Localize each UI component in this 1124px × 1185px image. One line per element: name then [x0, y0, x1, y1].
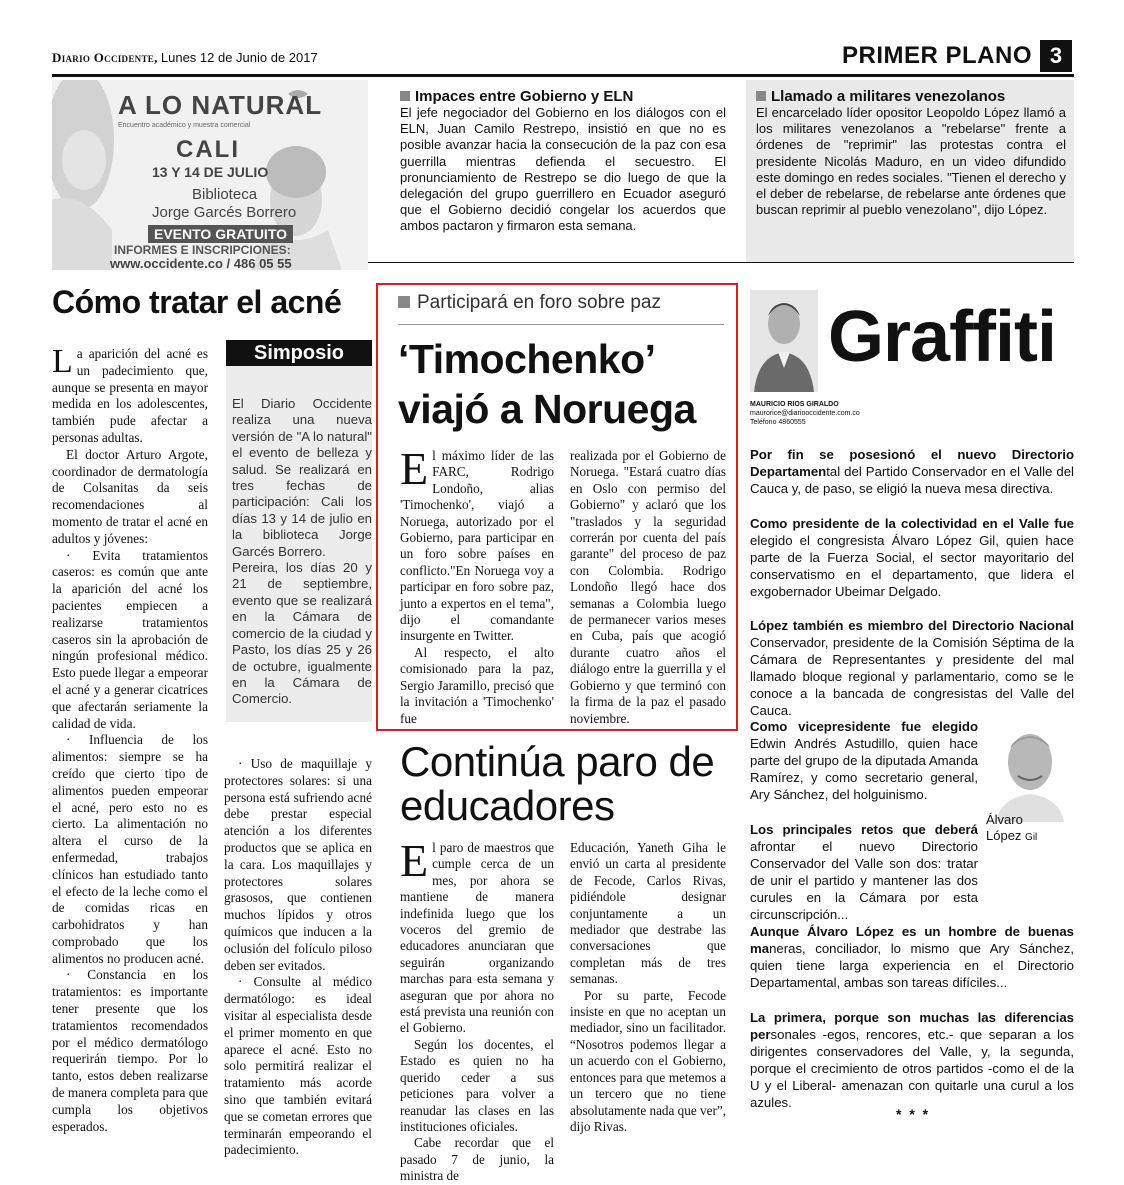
paro-column-1	[400, 835, 554, 1185]
graffiti-item-lead: La primera, porque son muchas las diferencias per	[750, 1010, 1074, 1042]
acne-dropcap: L	[52, 343, 73, 380]
acne-column-2	[224, 756, 372, 1159]
brief-eln-title: Impaces entre Gobierno y ELN	[400, 88, 726, 105]
graffiti-item	[750, 515, 1074, 600]
ad-free-badge: EVENTO GRATUITO	[148, 225, 293, 243]
paro-paragraph: Según los docentes, el Estado es quien no ha querido ceder a sus peticiones para volver a reanudar las clases en las instituciones oficiales.	[400, 1036, 554, 1134]
graffiti-item-text: elegido el congresista Álvaro López Gil, quien hace parte de la Fuerza Social, el sector mayoritario del conservatismo en el departamento, que lidera el exgobernador Ubeimar Delgado.	[750, 533, 1074, 599]
event-advertisement	[52, 80, 368, 270]
ad-venue-line2: Jorge Garcés Borrero	[152, 204, 297, 221]
politician-photo-caption	[986, 812, 1037, 846]
timochenko-paragraph: l máximo líder de las FARC, Rodrigo Londoño, alias 'Timochenko', viajó a Noruega, autorizado por el Gobierno, para participar en un foro sobre países en conflicto."En Noruega voy a participar en foro sobre paz, junto a expertos en el tema", dijo el comandante insurgente en Twitter.	[400, 448, 554, 644]
acne-column-1	[52, 343, 208, 1135]
graffiti-item-lead: López también es miembro del Directorio Nacional	[750, 618, 1074, 633]
acne-paragraph: · Uso de maquillaje y protectores solares: si una persona está sufriendo acné debe prestar especial atención a los diferentes productos que se aplica en la cara. Los maquillajes y protectores solares grasosos, que contienen muchos lípidos y otros químicos que inducen a la oclusión del folículo piloso deben ser evitados.	[224, 756, 372, 973]
kicker-rule	[398, 324, 724, 325]
caption-extra-name: Gil	[1025, 832, 1038, 843]
acne-paragraph: a aparición del acné es un padecimiento que, aunque se presenta en mayor medida en los adolescentes, también pude afectar a personas adultas.	[52, 346, 208, 445]
acne-paragraph: · Evita tratamientos caseros: es común que ante la aparición del acné los pacientes empiecen a realizarse tratamientos caseros sin la aprobación de ningún profesional médico. Esto puede llegar a empeorar el acné y a generar cicatrices que afectarán seriamente la calidad de vida.	[52, 547, 208, 731]
columnist-email[interactable]: maurorice@diariooccidente.com.co	[750, 410, 860, 417]
simposio-heading: Simposio	[226, 340, 372, 366]
section-title: PRIMER PLANO	[841, 42, 1032, 69]
politician-portrait-image	[986, 718, 1074, 822]
acne-headline: Cómo tratar el acné	[52, 284, 342, 320]
timochenko-paragraph: Al respecto, el alto comisionado para la paz, Sergio Jaramillo, precisó que la invitación a 'Timochenko' fue	[400, 644, 554, 726]
ad-info-label: INFORMES E INSCRIPCIONES:	[114, 243, 291, 257]
paro-dropcap: E	[400, 835, 429, 886]
issue-date: Lunes 12 de Junio de 2017	[160, 50, 318, 65]
caption-first-name: Álvaro	[986, 812, 1023, 827]
graffiti-item-text: tal del Partido Conservador en el Valle del Cauca y, de paso, se eligió la nueva mesa directiva.	[750, 464, 1074, 496]
graffiti-item-lead: Aunque Álvaro López es un hombre de buenas ma	[750, 924, 1074, 956]
paro-headline: Continúa paro de educadores	[400, 738, 715, 829]
graffiti-item	[750, 923, 1074, 991]
paro-column-2	[570, 840, 726, 1135]
columnist-phone: Teléfono 4860555	[750, 419, 806, 426]
brief-venezuela-title: Llamado a militares venezolanos	[756, 88, 1066, 105]
columnist-byline	[750, 400, 860, 427]
paro-paragraph: l paro de maestros que cumple cerca de un mes, por ahora se mantiene de manera indefinida luego que los voceros del gremio de educadores anunciaran que seguirán organizando marchas para esta semana y aseguran que por ahora no está prevista una reunión con el Gobierno.	[400, 840, 554, 1036]
columnist-portrait-image	[750, 290, 818, 392]
ad-website-link[interactable]: www.occidente.co / 486 05 55	[110, 256, 292, 270]
acne-paragraph: · Consulte al médico dermatólogo: es ideal visitar al especialista desde el primer momento en que aparece el acné. Esto no solo permitirá realizar el tratamiento más acorde sino que también evitará que se cometan errores que terminarán empeorando el padecimiento.	[224, 974, 372, 1158]
simposio-paragraph: Pereira, los días 20 y 21 de septiembre, evento que se realizará en la Cámara de comercio de la ciudad y Pasto, los días 25 y 26 de octubre, igualmente en la Cámara de Comercio.	[232, 560, 372, 707]
timochenko-paragraph: realizada por el Gobierno de Noruega. "Estará cuatro días en Oslo con permiso del Gobierno" y aclaró que los "traslados y la seguridad correrán por cuenta del país garante" del proceso de paz con Colombia. Rodrigo Londoño llegó hace dos semanas a Colombia luego de permanecer varios meses en Cuba, país que acogió durante cuatro años el diálogo entre la guerrilla y el Gobierno y que terminó con la firma de la paz el pasado noviembre.	[570, 448, 726, 726]
columnist-name: MAURICIO RIOS GIRALDO	[750, 401, 839, 408]
caption-last-name: López	[986, 828, 1022, 843]
ad-title: A LO NATURAL	[118, 90, 323, 120]
graffiti-item	[750, 821, 978, 923]
simposio-paragraph: El Diario Occidente realiza una nueva versión de "A lo natural" el evento de belleza y salud. Se realizará en tres fechas de participación: Cali los días 13 y 14 de julio en la biblioteca Jorge Garcés Borrero.	[232, 396, 372, 559]
graffiti-item	[750, 1009, 1074, 1111]
politician-photo	[986, 718, 1074, 822]
graffiti-item-text: Edwin Andrés Astudillo, quien hace parte del grupo de la diputada Amanda Ramírez, y como secretario general, Ary Sánchez, del holguinismo.	[750, 736, 978, 802]
brief-venezuela	[756, 88, 1066, 218]
graffiti-item	[750, 446, 1074, 497]
graffiti-item-lead: Los principales retos que deberá	[750, 822, 978, 837]
graffiti-item-lead: Como presidente de la colectividad en el Valle fue	[750, 516, 1074, 531]
brief-venezuela-text: El encarcelado líder opositor Leopoldo López llamó a los militares venezolanos a "rebelarse" frente a órdenes de "reprimir" las protestas contra el presidente Nicolás Maduro, en un video difundido este domingo en redes sociales. "Tienen el derecho y el deber de rebelarse, de rebelarse ante órdenes que buscan reprimir al pueblo venezolano'', dijo López.	[756, 105, 1066, 218]
graffiti-item-text: neras, conciliador, lo mismo que Ary Sánchez, quien tiene larga experiencia en el Directorio Departamental, ambas son tareas difíciles...	[750, 941, 1074, 990]
simposio-text	[232, 396, 372, 708]
masthead-date	[52, 50, 318, 66]
timochenko-headline: ‘Timochenko’ viajó a Noruega	[398, 336, 696, 432]
paper-name: Diario Occidente,	[52, 50, 158, 65]
graffiti-heading: Graffiti	[828, 297, 1057, 377]
acne-paragraph: El doctor Arturo Argote, coordinador de dermatología de Colsanitas da seis recomendaciones al momento de tratar el acné en adultos y jóvenes:	[52, 446, 208, 546]
section-header	[842, 40, 1072, 72]
ad-dates: 13 Y 14 DE JULIO	[152, 164, 269, 180]
paro-paragraph: Por su parte, Fecode insiste en que no aceptan un mediador, sino un facilitador. “Nosotros podemos llegar a un acuerdo con el Gobierno, entonces para que metemos a un tercero que no tiene absolutamente nada que ver”, dijo Rivas.	[570, 987, 726, 1134]
ad-tagline: Encuentro académico y muestra comercial	[118, 122, 251, 129]
paro-paragraph: Educación, Yaneth Giha le envió un carta al presidente de Fecode, Carlos Rivas, pidiéndole designar conjuntamente a un mediador que destrabe las conversaciones que completan más de tres semanas.	[570, 840, 726, 987]
timochenko-kicker: Participará en foro sobre paz	[398, 292, 661, 314]
ad-venue-line1: Biblioteca	[192, 186, 258, 203]
ad-city: CALI	[176, 136, 240, 163]
timochenko-dropcap: E	[400, 443, 429, 494]
acne-paragraph: · Constancia en los tratamientos: es importante tener presente que los tratamientos recomendados por el médico dermatólogo requerirán tiempo. Por lo tanto, estos deben realizarse de manera completa para que cumpla los objetivos esperados.	[52, 967, 208, 1134]
graffiti-item-lead: Por fin se posesionó el nuevo Directorio Departamen	[750, 447, 1074, 479]
page-number: 3	[1040, 40, 1072, 72]
paro-paragraph: Cabe recordar que el pasado 7 de junio, la ministra de	[400, 1135, 554, 1184]
graffiti-item	[750, 617, 1074, 719]
timochenko-column-1	[400, 443, 554, 727]
brief-eln	[400, 88, 726, 235]
end-mark: * * *	[896, 1106, 931, 1122]
columnist-photo	[750, 290, 818, 392]
header-rule	[52, 74, 1074, 77]
graffiti-item-text: afrontar el nuevo Directorio Conservador del Valle son dos: tratar de unir el partido y mantener las dos curules en la Cámara por esta circunscripción...	[750, 839, 978, 922]
graffiti-item-lead: Como vicepresidente fue elegido	[750, 719, 978, 734]
graffiti-item-text: Conservador, presidente de la Comisión Séptima de la Cámara de Representantes y presidente del mal llamado bloque regional y parlamentario, como se le conoce a la bancada de congresistas del Valle del Cauca.	[750, 635, 1074, 718]
graffiti-item	[750, 718, 978, 803]
timochenko-column-2	[570, 448, 726, 727]
brief-eln-text: El jefe negociador del Gobierno en los diálogos con el ELN, Juan Camilo Restrepo, insistió en que no es posible avanzar hacia la consecución de la paz con esa guerrilla mientras defienda el secuestro. El pronunciamiento de Restrepo se dio luego de que la delegación del grupo guerrillero en Ecuador aseguró que el Gobierno decidió congelar los acuerdos que ambos pactaron y firmaron esta semana.	[400, 105, 726, 234]
acne-paragraph: · Influencia de los alimentos: siempre se ha creído que cierto tipo de alimentos pueden empeorar el acné, pero esto no es cierto. La alimentación no altera el curso de la enfermedad, trabajos clínicos han estudiado tanto el efecto de la leche como el de comidas ricas en carbohidratos y han comprobado que los alimentos no producen acné.	[52, 732, 208, 966]
graffiti-item-text: sonales -egos, rencores, etc.- que separan a los dirigentes conservadores del Valle, y, la segunda, porque el crecimiento de otros partidos -como el de la U y el Liberal- amenazan con quitarle una curul a los azules.	[750, 1027, 1074, 1110]
